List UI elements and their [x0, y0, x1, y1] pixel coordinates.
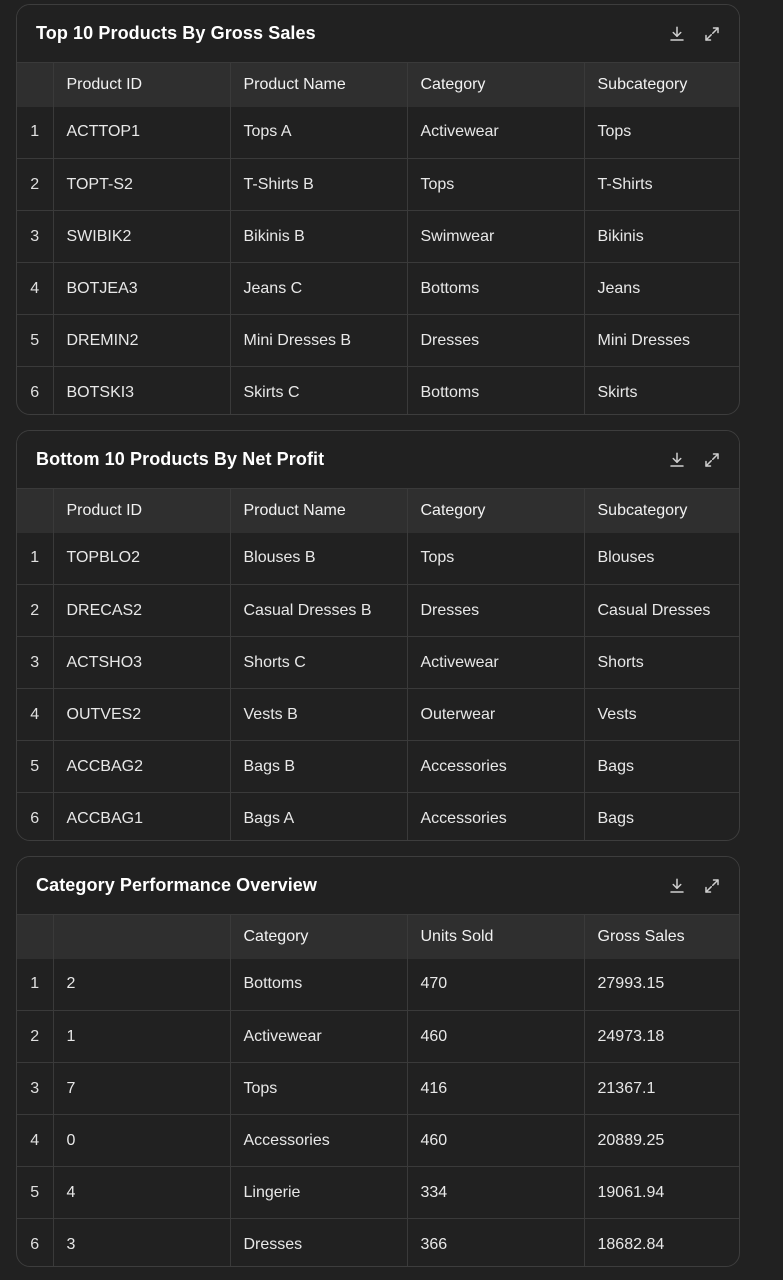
table-cell: 24973.18 — [597, 1027, 665, 1045]
table-cell: BOTJEA3 — [53, 263, 230, 315]
row-index: 6 — [17, 367, 53, 416]
column-header[interactable]: Subcategory — [584, 489, 740, 533]
table-row — [17, 741, 740, 793]
row-index: 6 — [17, 1219, 53, 1268]
table-cell: Blouses — [597, 549, 655, 567]
card-header — [17, 431, 739, 488]
table-cell: Shorts — [597, 653, 644, 671]
row-index: 1 — [17, 533, 53, 585]
table-row — [17, 637, 740, 689]
table-cell: DRECAS2 — [53, 585, 230, 637]
row-index: 2 — [17, 1011, 53, 1063]
table-cell: T-Shirts B — [230, 159, 407, 211]
row-index: 4 — [17, 263, 53, 315]
table-cell: Casual Dresses — [597, 601, 711, 619]
row-index: 3 — [17, 1063, 53, 1115]
row-index: 3 — [17, 637, 53, 689]
card-title: Top 10 Products By Gross Sales — [36, 23, 316, 43]
table-body — [17, 959, 740, 1268]
card-header — [17, 5, 739, 62]
column-header[interactable]: Product ID — [53, 489, 230, 533]
download-icon[interactable] — [667, 450, 686, 469]
row-index: 6 — [17, 793, 53, 842]
table-cell: DREMIN2 — [53, 315, 230, 367]
table-cell: 460 — [407, 1011, 584, 1063]
table-cell: 4 — [53, 1167, 230, 1219]
table-body — [17, 533, 740, 842]
table-cell: 334 — [407, 1167, 584, 1219]
table-cell: 7 — [53, 1063, 230, 1115]
row-index: 5 — [17, 315, 53, 367]
table-cell: Tops — [407, 533, 584, 585]
table-cell: Activewear — [407, 637, 584, 689]
table-cell: TOPT-S2 — [53, 159, 230, 211]
table-cell: Tops — [230, 1063, 407, 1115]
table-cell: 460 — [407, 1115, 584, 1167]
table-cell: 21367.1 — [597, 1079, 656, 1097]
table-header-row — [17, 489, 740, 533]
table-row — [17, 315, 740, 367]
table-cell: Dresses — [407, 585, 584, 637]
data-table — [17, 62, 740, 415]
table-row — [17, 1063, 740, 1115]
table-cell: Tops A — [230, 107, 407, 159]
column-header[interactable]: Product ID — [53, 63, 230, 107]
row-index: 2 — [17, 159, 53, 211]
table-cell: ACCBAG1 — [53, 793, 230, 842]
table-cell: Jeans C — [230, 263, 407, 315]
table-cell: Bags B — [230, 741, 407, 793]
table-cell: Shorts C — [230, 637, 407, 689]
table-row — [17, 585, 740, 637]
table-card-category-performance — [16, 856, 740, 1267]
data-table — [17, 488, 740, 841]
table-cell: Bags — [597, 809, 634, 827]
table-cell: Bikinis — [597, 227, 644, 245]
card-actions — [667, 450, 721, 469]
column-header[interactable]: Category — [230, 915, 407, 959]
row-index: 1 — [17, 959, 53, 1011]
table-cell: ACTSHO3 — [53, 637, 230, 689]
table-cell: 2 — [53, 959, 230, 1011]
table-cell: 366 — [407, 1219, 584, 1268]
table-cell: Dresses — [230, 1219, 407, 1268]
expand-icon[interactable] — [702, 450, 721, 469]
row-index: 1 — [17, 107, 53, 159]
table-row — [17, 211, 740, 263]
table-row — [17, 159, 740, 211]
table-body — [17, 107, 740, 416]
table-cell: Tops — [597, 123, 632, 141]
table-cell: Lingerie — [230, 1167, 407, 1219]
table-cell: T-Shirts — [597, 175, 653, 193]
table-cell: Skirts C — [230, 367, 407, 416]
table-card-bottom-products — [16, 430, 740, 841]
index-column-header[interactable] — [17, 489, 53, 533]
table-cell: Vests — [597, 705, 637, 723]
table-cell: Dresses — [407, 315, 584, 367]
row-index: 3 — [17, 211, 53, 263]
table-cell: Bags A — [230, 793, 407, 842]
table-cell: 3 — [53, 1219, 230, 1268]
table-cell: SWIBIK2 — [53, 211, 230, 263]
table-cell: Tops — [407, 159, 584, 211]
column-header[interactable] — [53, 915, 230, 959]
data-table — [17, 914, 740, 1267]
table-cell: Outerwear — [407, 689, 584, 741]
table-cell: Accessories — [230, 1115, 407, 1167]
table-cell: Bikinis B — [230, 211, 407, 263]
row-index: 5 — [17, 741, 53, 793]
table-cell: Mini Dresses B — [230, 315, 407, 367]
table-row — [17, 1219, 740, 1268]
table-cell: Jeans — [597, 279, 641, 297]
expand-icon[interactable] — [702, 876, 721, 895]
table-cell: 27993.15 — [597, 975, 665, 993]
download-icon[interactable] — [667, 876, 686, 895]
table-header-row — [17, 63, 740, 107]
table-cell: Vests B — [230, 689, 407, 741]
table-cell: Casual Dresses B — [230, 585, 407, 637]
row-index: 4 — [17, 689, 53, 741]
table-cell: Accessories — [407, 793, 584, 842]
column-header[interactable]: Category — [407, 63, 584, 107]
table-cell: Blouses B — [230, 533, 407, 585]
table-cell: Accessories — [407, 741, 584, 793]
column-header[interactable]: Gross Sales — [584, 915, 740, 959]
table-cell: Bags — [597, 757, 634, 775]
table-cell: Mini Dresses — [597, 331, 690, 349]
column-header[interactable]: Product Name — [230, 63, 407, 107]
row-index: 4 — [17, 1115, 53, 1167]
card-actions — [667, 876, 721, 895]
table-row — [17, 367, 740, 416]
column-header[interactable]: Units Sold — [407, 915, 584, 959]
table-cell: 20889.25 — [597, 1131, 665, 1149]
table-row — [17, 107, 740, 159]
table-card-top-products — [16, 4, 740, 415]
table-row — [17, 1011, 740, 1063]
table-row — [17, 689, 740, 741]
table-cell: Activewear — [230, 1011, 407, 1063]
table-cell: Skirts — [597, 383, 638, 401]
table-cell: ACCBAG2 — [53, 741, 230, 793]
card-header — [17, 857, 739, 914]
table-cell: Swimwear — [407, 211, 584, 263]
column-header[interactable]: Subcategory — [584, 63, 740, 107]
card-title: Bottom 10 Products By Net Profit — [36, 449, 325, 469]
card-actions — [667, 24, 721, 43]
row-index: 2 — [17, 585, 53, 637]
column-header[interactable]: Category — [407, 489, 584, 533]
table-cell: 19061.94 — [597, 1183, 665, 1201]
download-icon[interactable] — [667, 24, 686, 43]
index-column-header[interactable] — [17, 915, 53, 959]
table-cell: Bottoms — [407, 263, 584, 315]
table-row — [17, 959, 740, 1011]
column-header[interactable]: Product Name — [230, 489, 407, 533]
table-cell: 416 — [407, 1063, 584, 1115]
table-cell: 0 — [53, 1115, 230, 1167]
card-title: Category Performance Overview — [36, 875, 318, 895]
table-cell: Bottoms — [230, 959, 407, 1011]
table-row — [17, 533, 740, 585]
table-row — [17, 793, 740, 842]
table-row — [17, 1115, 740, 1167]
table-cell: Activewear — [407, 107, 584, 159]
table-cell: ACTTOP1 — [53, 107, 230, 159]
expand-icon[interactable] — [702, 24, 721, 43]
table-cell: 1 — [53, 1011, 230, 1063]
table-cell: OUTVES2 — [53, 689, 230, 741]
table-cell: BOTSKI3 — [53, 367, 230, 416]
table-row — [17, 263, 740, 315]
table-cell: TOPBLO2 — [53, 533, 230, 585]
table-cell: Bottoms — [407, 367, 584, 416]
table-cell: 18682.84 — [597, 1235, 665, 1253]
index-column-header[interactable] — [17, 63, 53, 107]
table-header-row — [17, 915, 740, 959]
table-row — [17, 1167, 740, 1219]
table-cell: 470 — [407, 959, 584, 1011]
row-index: 5 — [17, 1167, 53, 1219]
